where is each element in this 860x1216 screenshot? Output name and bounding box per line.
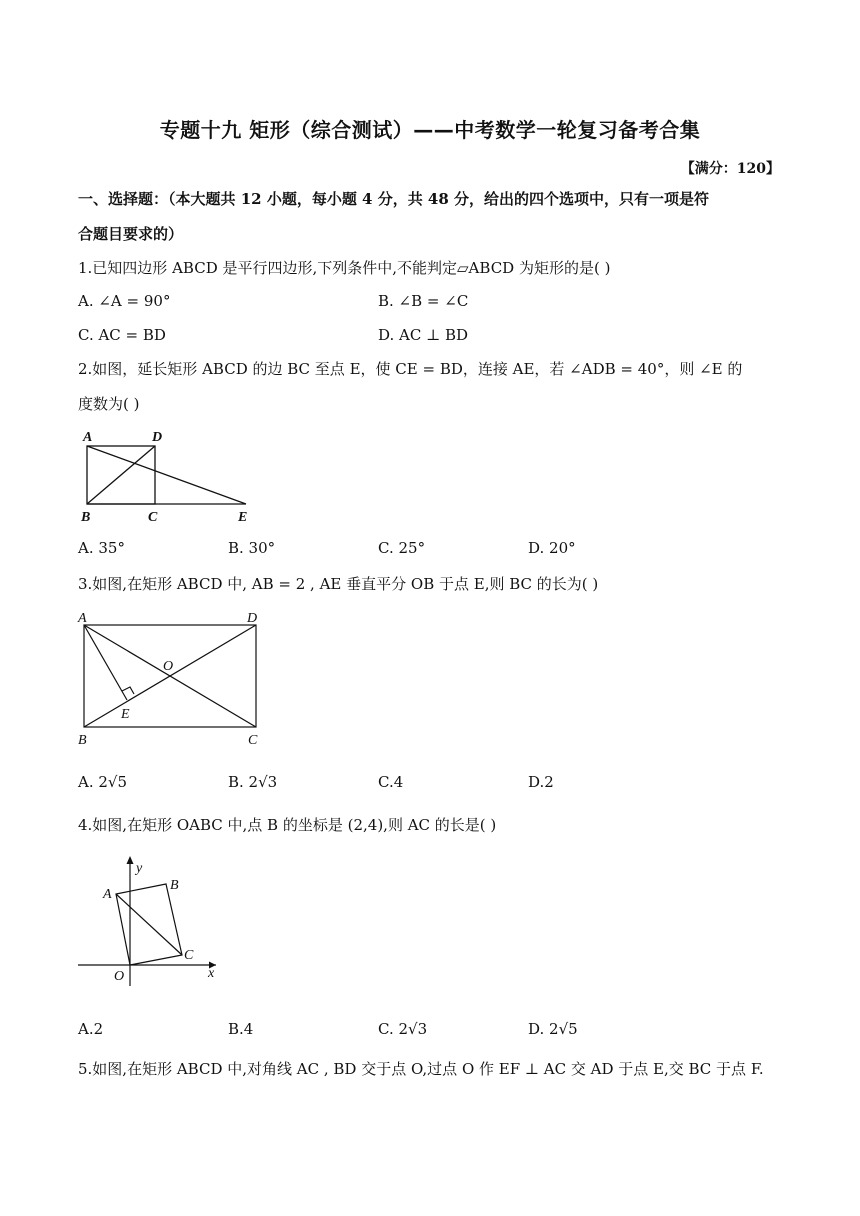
q3-option-a: A. 2√5 xyxy=(78,773,128,791)
q2-figure xyxy=(78,424,268,528)
q3-label-b: B xyxy=(78,733,87,748)
full-score: 【满分：120】 xyxy=(680,161,780,177)
q4-option-a: A.2 xyxy=(78,1020,104,1038)
q3-figure xyxy=(72,608,272,748)
q2-option-d: D. 20° xyxy=(528,539,576,557)
q1-option-d: D. AC ⊥ BD xyxy=(378,326,469,344)
q3-right-angle-mark xyxy=(122,687,134,694)
section-heading-line2: 合题目要求的） xyxy=(78,225,184,243)
q2-stem-line1: 2.如图，延长矩形 ABCD 的边 BC 至点 E，使 CE = BD，连接 AE，若 ∠ADB = 40°，则 ∠E 的 xyxy=(78,360,743,378)
q4-figure xyxy=(76,852,226,988)
q2-option-b: B. 30° xyxy=(228,539,276,557)
q4-label-x: x xyxy=(208,966,215,981)
q1-stem: 1.已知四边形 ABCD 是平行四边形,下列条件中,不能判定▱ABCD 为矩形的是( ) xyxy=(78,259,611,277)
q4-option-b: B.4 xyxy=(228,1020,254,1038)
q3-label-a: A xyxy=(78,611,87,626)
q1-option-a: A. ∠A = 90° xyxy=(78,292,171,310)
q4-y-arrow-icon xyxy=(127,856,134,864)
section-heading-line1: 一、选择题：（本大题共 12 小题，每小题 4 分，共 48 分，给出的四个选项中，只有一项是符 xyxy=(78,190,710,208)
q2-segment-ae xyxy=(87,446,246,504)
q4-label-b: B xyxy=(170,878,179,893)
q3-label-d: D xyxy=(247,611,258,626)
q3-option-d: D.2 xyxy=(528,773,554,791)
q3-label-o: O xyxy=(163,659,174,674)
q2-label-a: A xyxy=(83,430,93,445)
q4-label-a: A xyxy=(103,887,112,902)
q2-label-d: D xyxy=(152,430,163,445)
q3-option-b: B. 2√3 xyxy=(228,773,278,791)
q2-label-e: E xyxy=(238,510,248,525)
q3-option-c: C.4 xyxy=(378,773,404,791)
q2-option-a: A. 35° xyxy=(78,539,125,557)
q3-segment-ae xyxy=(84,625,127,700)
q2-label-b: B xyxy=(81,510,91,525)
q3-label-e: E xyxy=(121,707,130,722)
q3-label-c: C xyxy=(248,733,258,748)
q1-option-c: C. AC = BD xyxy=(78,326,166,344)
q2-stem-line2: 度数为( ) xyxy=(78,395,140,413)
q3-stem: 3.如图,在矩形 ABCD 中, AB = 2 , AE 垂直平分 OB 于点 E,则 BC 的长为( ) xyxy=(78,575,599,593)
q4-label-o: O xyxy=(114,969,125,984)
q4-label-c: C xyxy=(184,948,194,963)
q4-stem: 4.如图,在矩形 OABC 中,点 B 的坐标是 (2,4),则 AC 的长是( ) xyxy=(78,816,497,834)
q4-label-y: y xyxy=(136,861,143,876)
q2-diagonal-bd xyxy=(87,446,155,504)
page-title: 专题十九 矩形（综合测试）——中考数学一轮复习备考合集 xyxy=(159,118,701,142)
q1-option-b: B. ∠B = ∠C xyxy=(378,292,469,310)
q4-option-c: C. 2√3 xyxy=(378,1020,428,1038)
q5-stem: 5.如图,在矩形 ABCD 中,对角线 AC , BD 交于点 O,过点 O 作 EF ⊥ AC 交 AD 于点 E,交 BC 于点 F. xyxy=(78,1060,764,1078)
q4-option-d: D. 2√5 xyxy=(528,1020,578,1038)
q2-option-c: C. 25° xyxy=(378,539,426,557)
q2-label-c: C xyxy=(148,510,158,525)
